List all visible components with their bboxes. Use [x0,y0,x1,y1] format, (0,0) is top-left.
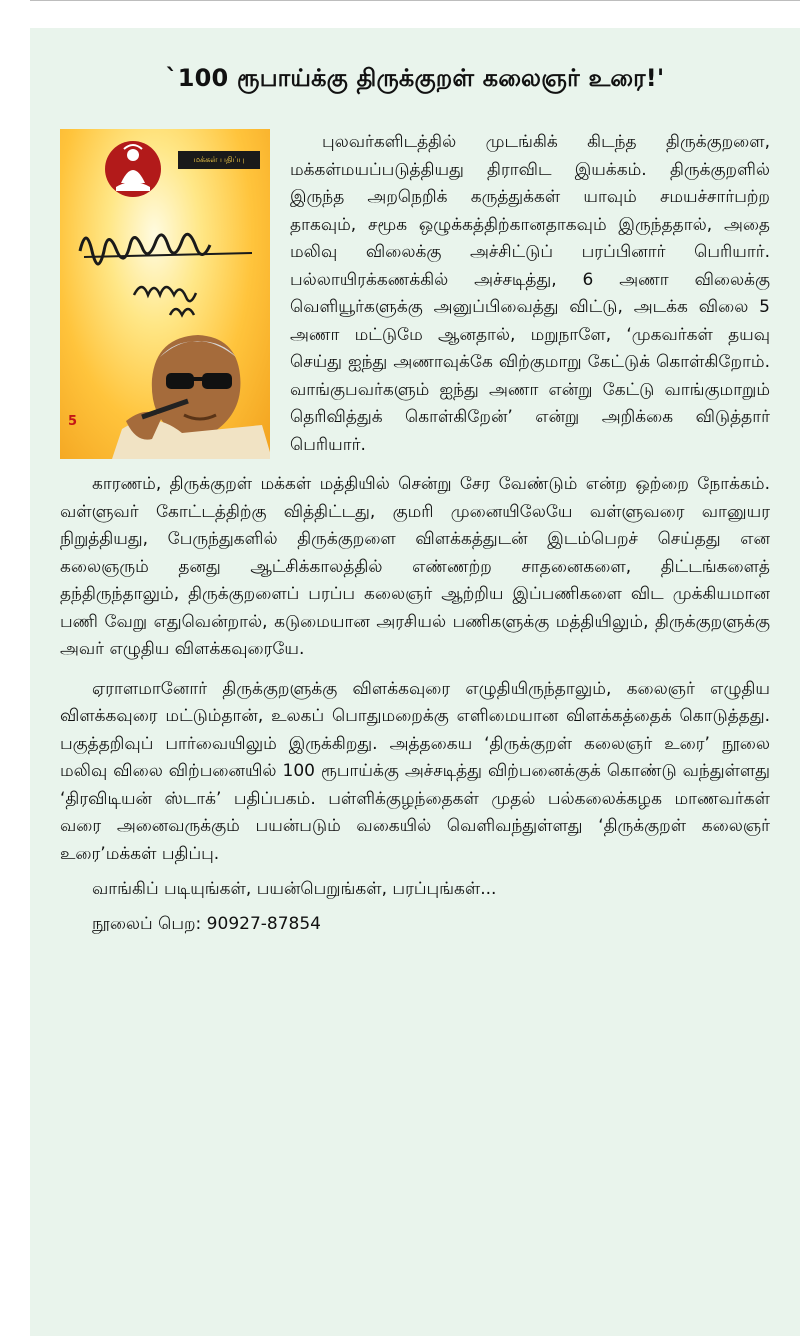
article-paragraph-1: புலவர்களிடத்தில் முடங்கிக் கிடந்த திருக்குறளை, மக்கள்மயப்படுத்தியது திராவிட இயக்கம். திருக்குறளில் இருந்த அறநெறிக் கருத்துக்கள் யாவும் சமயச்சார்பற்ற தாகவும், சமூக ஒழுக்கத்திற்கானதாகவும் இருந்ததால், அதை மலிவு விலைக்கு அச்சிட்டுப் பரப்பினார் பெரியார். பல்லாயிரக்கணக்கில் அச்சடித்து, 6 அணா விலைக்கு வெளியூர்களுக்கு அனுப்பிவைத்து விட்டு, அடக்க விலை 5 அணா மட்டுமே ஆனதால், மறுநாளே, ‘முகவர்கள் தயவு செய்து ஐந்து அணாவுக்கே விற்குமாறு கேட்டுக் கொள்கிறோம். வாங்குபவர்களும் ஐந்து அணா என்று கேட்டு வாங்குமாறும் தெரிவித்துக் கொள்கிறேன்’ என்று அறிக்கை விடுத்தார் பெரியார். [290,132,770,455]
top-divider [30,0,800,1]
article-paragraph-3: ஏராளமானோர் திருக்குறளுக்கு விளக்கவுரை எழுதியிருந்தாலும், கலைஞர் எழுதிய விளக்கவுரை மட்டும்தான், உலகப் பொதுமறைக்கு எளிமையான விளக்கத்தைக் கொடுத்தது. பகுத்தறிவுப் பார்வையிலும் இருக்கிறது. அத்தகைய ‘திருக்குறள் கலைஞர் உரை’ நூலை மலிவு விலை விற்பனையில் 100 ரூபாய்க்கு அச்சடித்து விற்பனைக்குக் கொண்டு வந்துள்ளது ‘திரவிடியன் ஸ்டாக்’ பதிப்பகம். பள்ளிக்குழந்தைகள் முதல் பல்கலைக்கழக மாணவர்கள் வரை அனைவருக்கும் பயன்படும் வகையில் வெளிவந்துள்ளது ‘திருக்குறள் கலைஞர் உரை’மக்கள் பதிப்பு. [60,678,770,864]
book-cover-image [60,129,270,459]
article-paragraph-2: காரணம், திருக்குறள் மக்கள் மத்தியில் சென்று சேர வேண்டும் என்ற ஒற்றை நோக்கம். வள்ளுவர் கோட்டத்திற்கு வித்திட்டது, குமரி முனையிலேயே வள்ளுவரை வானுயர நிறுத்தியது, பேருந்துகளில் திருக்குறளை விளக்கத்துடன் இடம்பெறச் செய்தது என கலைஞரும் தனது ஆட்சிக்காலத்தில் எண்ணற்ற சாதனைகளை, திட்டங்களைத் தந்திருந்தாலும், திருக்குறளைப் பரப்ப கலைஞர் ஆற்றிய இப்பணிகளை விட முக்கியமான பணி வேறு எதுவென்றால், கடுமையான அரசியல் பணிகளுக்கு மத்தியிலும், திருக்குறளுக்கு அவர் எழுதிய விளக்கவுரையே. [60,474,770,659]
thiruvalluvar-icon [102,139,164,201]
article-headline: `100 ரூபாய்க்கு திருக்குறள் கலைஞர் உரை!' [165,64,665,92]
publisher-logo: 5 [68,414,78,429]
cover-edition-badge: மக்கள் பதிப்பு [178,151,260,169]
portrait-illustration [112,317,270,459]
article-panel [30,28,800,1336]
closing-line: வாங்கிப் படியுங்கள், பயன்பெறுங்கள், பரப்புங்கள்... [92,879,497,899]
cover-title-script [74,211,262,321]
contact-line: நூலைப் பெற: 90927-87854 [92,914,321,934]
